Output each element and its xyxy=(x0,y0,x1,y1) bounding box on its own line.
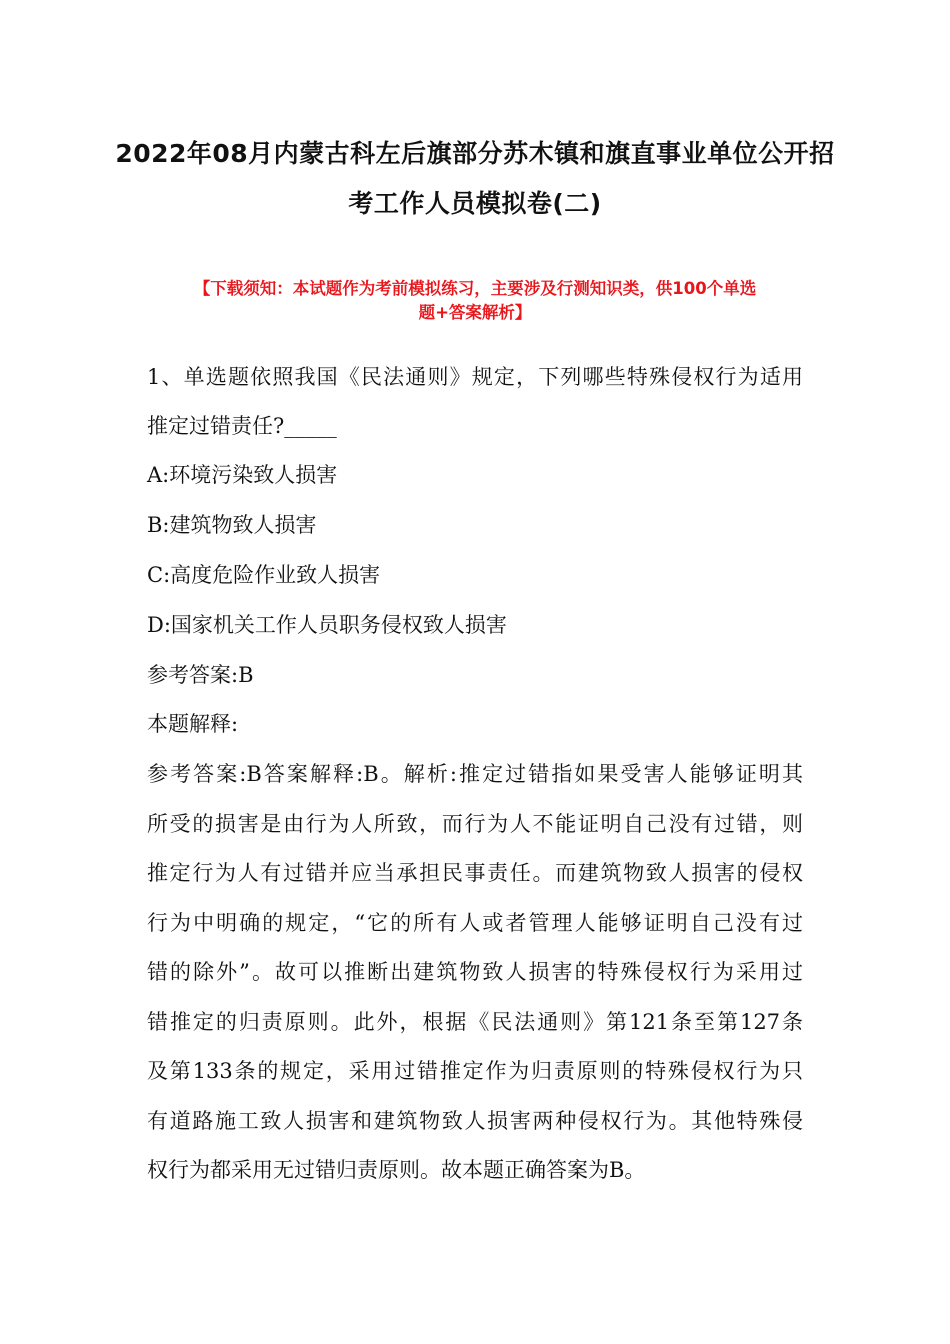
explanation-line-8: 有道路施工致人损害和建筑物致人损害两种侵权行为。其他特殊侵 xyxy=(147,1109,803,1133)
explanation-line-9: 权行为都采用无过错归责原则。故本题正确答案为B。 xyxy=(147,1158,646,1182)
option-b: B:建筑物致人损害 xyxy=(147,513,317,537)
option-d: D:国家机关工作人员职务侵权致人损害 xyxy=(147,613,507,637)
download-notice-line-1: 【下载须知：本试题作为考前模拟练习，主要涉及行测知识类，供100个单选 xyxy=(193,279,757,298)
explanation-line-7: 及第133条的规定，采用过错推定作为归责原则的特殊侵权行为只 xyxy=(147,1059,803,1083)
question-stem-line-1: 1、单选题依照我国《民法通则》规定，下列哪些特殊侵权行为适用 xyxy=(147,365,803,389)
question-stem-line-2: 推定过错责任?_____ xyxy=(147,414,337,438)
reference-answer: 参考答案:B xyxy=(147,663,254,687)
document-title-line-1: 2022年08月内蒙古科左后旗部分苏木镇和旗直事业单位公开招 xyxy=(115,139,835,168)
explanation-line-4: 行为中明确的规定，“它的所有人或者管理人能够证明自己没有过 xyxy=(147,911,803,935)
download-notice-line-2: 题+答案解析】 xyxy=(418,303,532,322)
explanation-line-6: 错推定的归责原则。此外，根据《民法通则》第121条至第127条 xyxy=(147,1010,803,1034)
explanation-line-2: 所受的损害是由行为人所致，而行为人不能证明自己没有过错，则 xyxy=(147,812,803,836)
explanation-line-3: 推定行为人有过错并应当承担民事责任。而建筑物致人损害的侵权 xyxy=(147,861,803,885)
explanation-line-1: 参考答案:B答案解释:B。解析:推定过错指如果受害人能够证明其 xyxy=(147,762,803,786)
document-title-line-2: 考工作人员模拟卷(二) xyxy=(348,189,602,218)
option-a: A:环境污染致人损害 xyxy=(147,463,338,487)
option-c: C:高度危险作业致人损害 xyxy=(147,563,381,587)
explanation-line-5: 错的除外”。故可以推断出建筑物致人损害的特殊侵权行为采用过 xyxy=(147,960,803,984)
explanation-heading: 本题解释: xyxy=(147,712,239,736)
